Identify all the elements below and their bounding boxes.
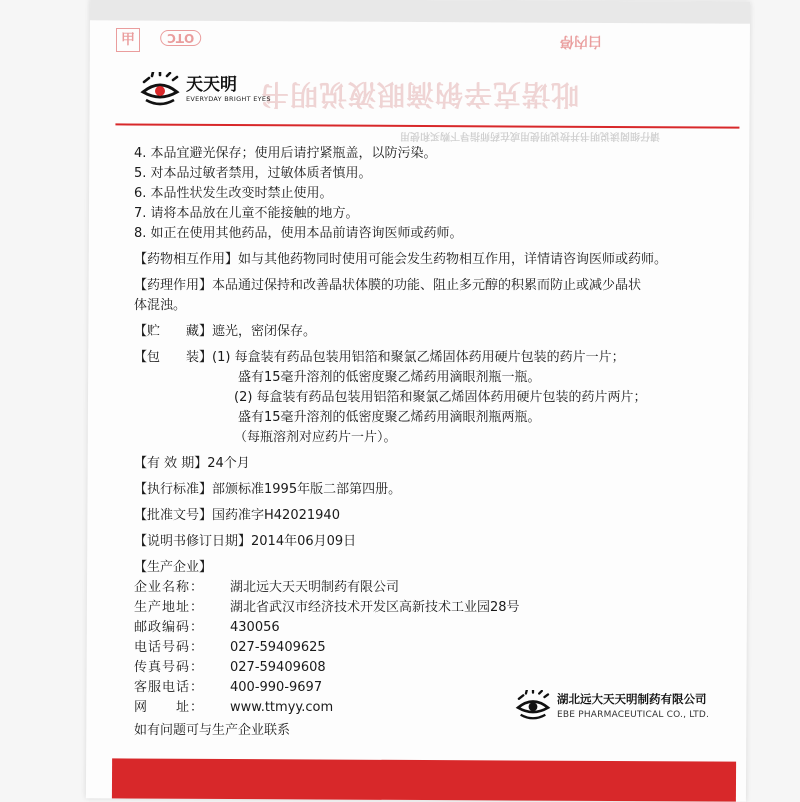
revision-text: 2014年06月09日 [251, 534, 357, 549]
row-key: 传真号码： [134, 660, 205, 675]
storage-text: 遮光，密闭保存。 [212, 324, 317, 339]
pharmacology-text: 本品通过保持和改善晶状体膜的功能、阻止多元醇的积累而防止或减少晶状 [212, 278, 642, 293]
pharmacology-label: 【药理作用】 [134, 278, 213, 293]
interaction-text: 如与其他药物同时使用可能会发生药物相互作用，详情请咨询医师或药师。 [238, 252, 668, 267]
show-through-title: 吡诺克辛钠滴眼液说明书 [260, 78, 580, 111]
row-value: 400-990-9697 [230, 680, 323, 695]
standard-label: 【执行标准】 [134, 482, 213, 497]
packaging-section [134, 348, 724, 448]
row-value: 027-59409625 [230, 640, 326, 655]
storage-section [134, 322, 724, 342]
pharmacology-text-cont: 体混浊。 [134, 298, 187, 313]
validity-section [134, 454, 724, 474]
eye-sun-icon [515, 690, 551, 720]
standard-section [134, 480, 724, 500]
pharmacology-section [134, 276, 724, 316]
footer-company-cn: 湖北远大天天明制药有限公司 [557, 691, 707, 706]
row-key: 生产地址： [134, 600, 205, 615]
interaction-label: 【药物相互作用】 [134, 252, 239, 267]
manufacturer-row [134, 638, 724, 658]
row-key: 邮政编码： [134, 620, 205, 635]
bottom-red-band [112, 758, 736, 801]
packaging-line: (2) 每盒装有药品包装用铝箔和聚氯乙烯固体药用硬片包装的药片两片； [234, 390, 647, 405]
row-value: 027-59409608 [230, 660, 326, 675]
revision-label: 【说明书修订日期】 [134, 534, 252, 549]
packaging-label: 【包 装】 [134, 350, 213, 365]
brand-logo [140, 72, 271, 106]
leaflet-content [134, 144, 724, 741]
brand-name-en: EVERYDAY BRIGHT EYES [186, 95, 271, 103]
row-value: 湖北省武汉市经济技术开发区高新技术工业园28号 [230, 600, 520, 615]
row-value: www.ttmyy.com [230, 700, 334, 715]
storage-label: 【贮 藏】 [134, 324, 213, 339]
approval-text: 国药准字H42021940 [212, 508, 340, 523]
manufacturer-label: 【生产企业】 [134, 560, 213, 575]
precaution-item: 8. 如正在使用其他药品，使用本品前请咨询医师或药师。 [134, 226, 463, 241]
show-through-otc: OTC [160, 30, 201, 46]
standard-text: 部颁标准1995年版二部第四册。 [212, 482, 402, 497]
header-red-rule [115, 123, 739, 128]
validity-text: 24个月 [207, 456, 250, 471]
show-through-note: 请仔细阅读说明书并按说明使用或在药师指导下购买和使用 [400, 130, 660, 141]
row-key: 网 址： [134, 700, 205, 715]
precaution-item: 4. 本品宜避光保存；使用后请拧紧瓶盖，以防污染。 [134, 146, 437, 161]
precaution-item: 6. 本品性状发生改变时禁止使用。 [134, 186, 333, 201]
row-key: 电话号码： [134, 640, 205, 655]
manufacturer-row [134, 598, 724, 618]
row-key: 客服电话： [134, 680, 205, 695]
show-through-brand: 白内停 [560, 33, 602, 49]
footer-company-en: EBE PHARMACEUTICAL CO., LTD. [557, 709, 710, 720]
manufacturer-row [134, 658, 724, 678]
precaution-item: 5. 对本品过敏者禁用，过敏体质者慎用。 [134, 166, 372, 181]
eye-sun-icon [140, 72, 180, 106]
row-value: 湖北远大天天明制药有限公司 [230, 580, 400, 595]
precaution-item: 7. 请将本品放在儿童不能接触的地方。 [134, 206, 359, 221]
row-key: 企业名称： [134, 580, 205, 595]
approval-label: 【批准文号】 [134, 508, 213, 523]
validity-label: 【有 效 期】 [134, 456, 208, 471]
manufacturer-row [134, 578, 724, 598]
brand-name-cn: 天天明 [186, 75, 237, 95]
top-fold-band [90, 0, 750, 24]
approval-section [134, 506, 724, 526]
packaging-line: （每瓶溶剂对应药片一片）。 [234, 430, 397, 445]
interaction-section [134, 250, 724, 270]
contact-note: 如有问题可与生产企业联系 [134, 723, 291, 738]
show-through-mark: 甲 [116, 28, 140, 52]
packaging-line: (1) 每盒装有药品包装用铝箔和聚氯乙烯固体药用硬片包装的药片一片； [212, 350, 625, 365]
packaging-line: 盛有15毫升溶剂的低密度聚乙烯药用滴眼剂瓶两瓶。 [238, 410, 541, 425]
packaging-line: 盛有15毫升溶剂的低密度聚乙烯药用滴眼剂瓶一瓶。 [238, 370, 541, 385]
row-value: 430056 [230, 620, 280, 635]
manufacturer-row [134, 618, 724, 638]
footer-company-logo [515, 690, 709, 720]
revision-section [134, 532, 724, 552]
